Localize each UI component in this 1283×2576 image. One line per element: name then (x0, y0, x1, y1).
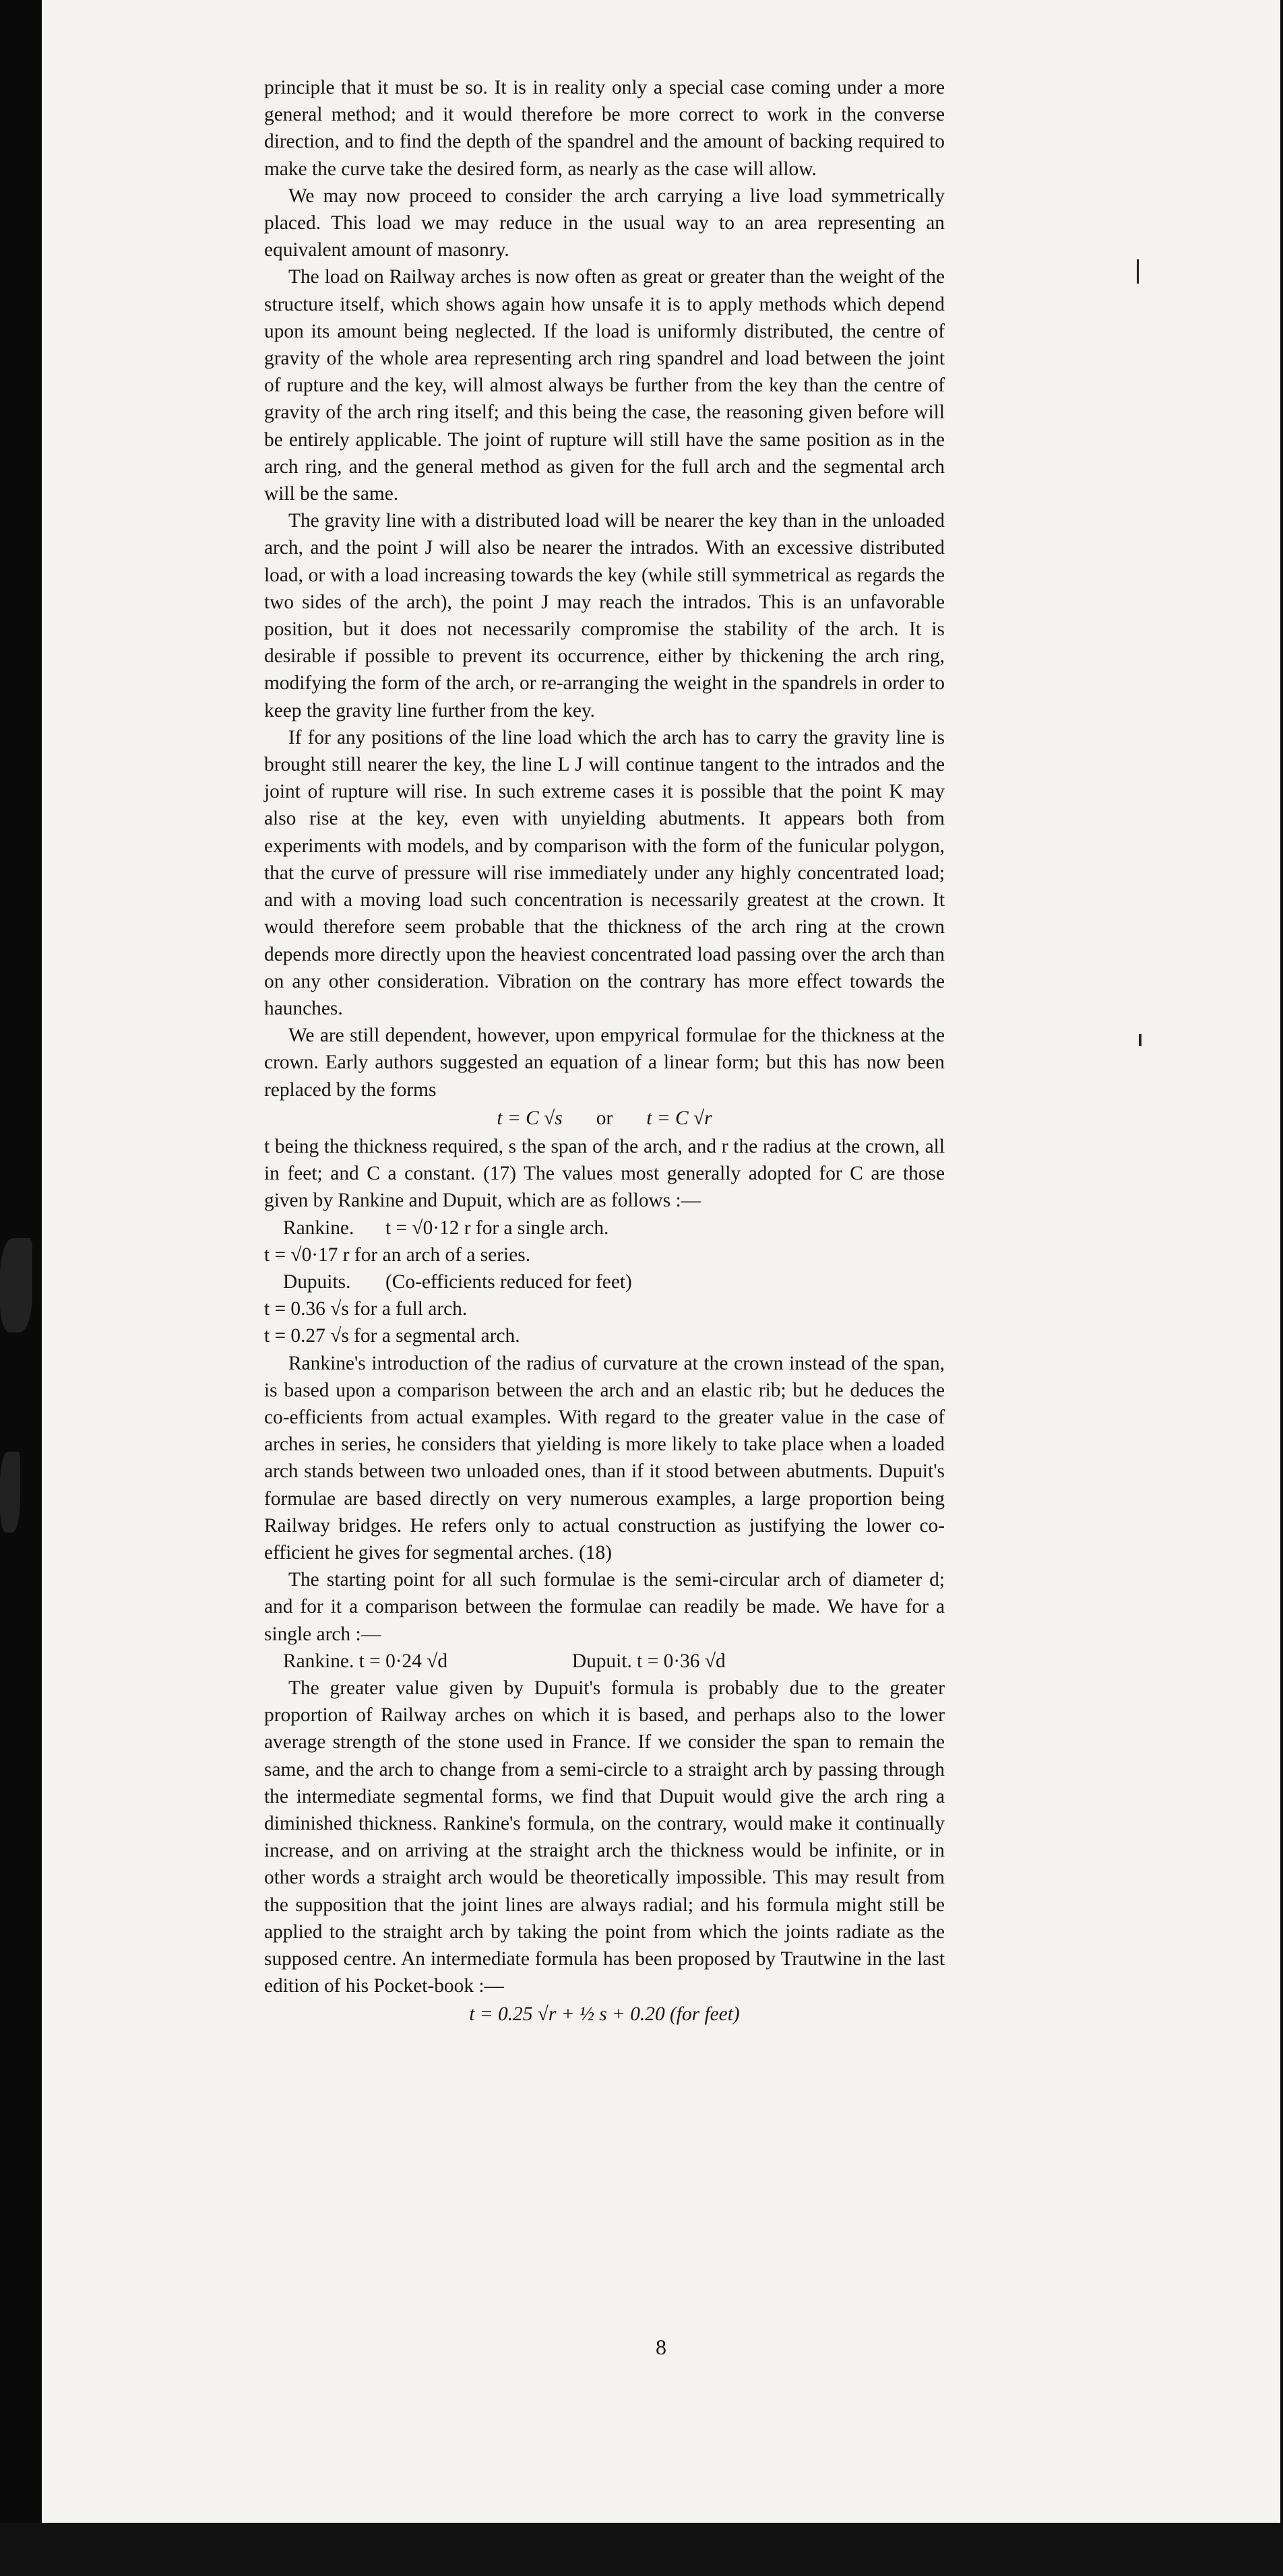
rankine-formula (264, 1215, 945, 1242)
comparison-rankine: Rankine. t = 0·24 √d (283, 1650, 448, 1672)
formula-pair (264, 1105, 945, 1132)
comparison-dupuit: Dupuit. t = 0·36 √d (571, 1650, 726, 1672)
rankine-line-1: t = √0·12 r for a single arch. (385, 1217, 609, 1239)
paragraph: The load on Railway arches is now often as great or greater than the weight of the structure itself, which shows again how unsafe it is to apply methods which depend upon its amount being neglected. If the load is uniformly distributed, the centre of gravity of the whole area representing arch ring spandrel and load between the joint of rupture and the key, will almost always be further from the key than the centre of gravity of the arch ring itself; and this being the case, the reasoning given before will be entirely applicable. The joint of rupture will still have the same position as in the arch ring, and the general method as given for the full arch and the segmental arch will be the same. (264, 266, 945, 505)
formula-or: or (596, 1107, 613, 1129)
text-column (264, 74, 945, 2030)
page-number: 8 (656, 2335, 666, 2359)
dupuits-label: Dupuits. (283, 1270, 351, 1293)
paragraph: We are still dependent, however, upon empyrical formulae for the thickness at the crown. Early authors suggested an equation of a linear form; but this has now been replaced by the forms (264, 1025, 945, 1101)
paragraph: The gravity line with a distributed load will be nearer the key than in the unloaded arch, and the point J will also be nearer the intrados. With an excessive distributed load, or with a load increasing towards the key (while still symmetrical as regards the two sides of the arch), the point J may reach the intrados. This is an unfavorable position, but it does not necessarily compromise the stability of the arch. It is desirable if possible to prevent its occurrence, either by thickening the arch ring, modifying the form of the arch, or re-arranging the weight in the spandrels in order to keep the gravity line further from the key. (264, 510, 945, 721)
dupuits-formula (264, 1268, 945, 1295)
dupuits-line-1: t = 0.36 √s for a full arch. (264, 1298, 468, 1320)
dupuits-line-2: t = 0.27 √s for a segmental arch. (264, 1325, 520, 1347)
margin-mark (1139, 1034, 1141, 1046)
formula-left: t = C √s (497, 1107, 563, 1129)
paragraph: principle that it must be so. It is in reality only a special case coming under a more general method; and it would therefore be more correct to work in the converse direction, and to find the depth of the spandrel and the amount of backing required to make the curve take the desired form, as nearly as the case will allow. (264, 77, 945, 180)
formula-right: t = C √r (646, 1107, 712, 1129)
paragraph: t being the thickness required, s the span of the arch, and r the radius at the crown, all in feet; and C a constant. (17) The values most generally adopted for C are those given by Rankine and Dupuit, which are as follows :— (264, 1135, 945, 1212)
scan-smudge (0, 1452, 20, 1533)
rankine-line-2: t = √0·17 r for an arch of a series. (264, 1244, 531, 1266)
paragraph: We may now proceed to consider the arch carrying a live load symmetrically placed. This load we may reduce in the usual way to an area representing an equivalent amount of masonry. (264, 185, 945, 261)
paragraph: If for any positions of the line load which the arch has to carry the gravity line is brought still nearer the key, the line L J will continue tangent to the intrados and the joint of rupture will rise. In such extreme cases it is possible that the point K may also rise at the key, even with unyielding abutments. It appears both from experiments with models, and by comparison with the form of the funicular polygon, that the curve of pressure will rise immediately under any highly concentrated load; and with a moving load such concentration is necessarily greatest at the crown. It would therefore seem probable that the thickness of the arch ring at the crown depends more directly upon the heaviest concentrated load passing over the arch than on any other consideration. Vibration on the contrary has more effect towards the haunches. (264, 726, 945, 1019)
paragraph: The starting point for all such formulae is the semi-circular arch of diameter d; and for it a comparison between the formulae can readily be made. We have for a single arch :— (264, 1569, 945, 1645)
final-formula: t = 0.25 √r + ½ s + 0.20 (for feet) (469, 2003, 740, 2026)
paragraph: The greater value given by Dupuit's formula is probably due to the greater proportion of Railway arches on which it is based, and perhaps also to the lower average strength of the stone used in France. If we consider the span to remain the same, and the arch to change from a semi-circle to a straight arch by passing through the intermediate segmental forms, we find that Dupuit would give the arch ring a diminished thickness. Rankine's formula, on the contrary, would make it continually increase, and on arriving at the straight arch the thickness would be infinite, or in other words a straight arch would be theoretically impossible. This may result from the supposition that the joint lines are always radial; and his formula might still be applied to the straight arch by taking the point from which the joints radiate as the supposed centre. An intermediate formula has been proposed by Trautwine in the last edition of his Pocket-book :— (264, 1677, 945, 1997)
comparison-formulas (264, 1648, 945, 1675)
document-page (42, 0, 1280, 2523)
rankine-label: Rankine. (283, 1217, 354, 1239)
dupuits-note: (Co-efficients reduced for feet) (385, 1270, 632, 1293)
paragraph: Rankine's introduction of the radius of curvature at the crown instead of the span, is based upon a comparison between the arch and an elastic rib; but he deduces the co-efficients from actual examples. With regard to the greater value in the case of arches in series, he considers that yielding is more likely to take place when a loaded arch stands between two unloaded ones, than if it stood between abutments. Dupuit's formulae are based directly on very numerous examples, a large proportion being Railway bridges. He refers only to actual construction as justifying the lower co-efficient he gives for segmental arches. (18) (264, 1352, 945, 1564)
scan-bottom-border (0, 2523, 1283, 2576)
scan-smudge (0, 1238, 32, 1332)
margin-mark (1137, 259, 1139, 284)
